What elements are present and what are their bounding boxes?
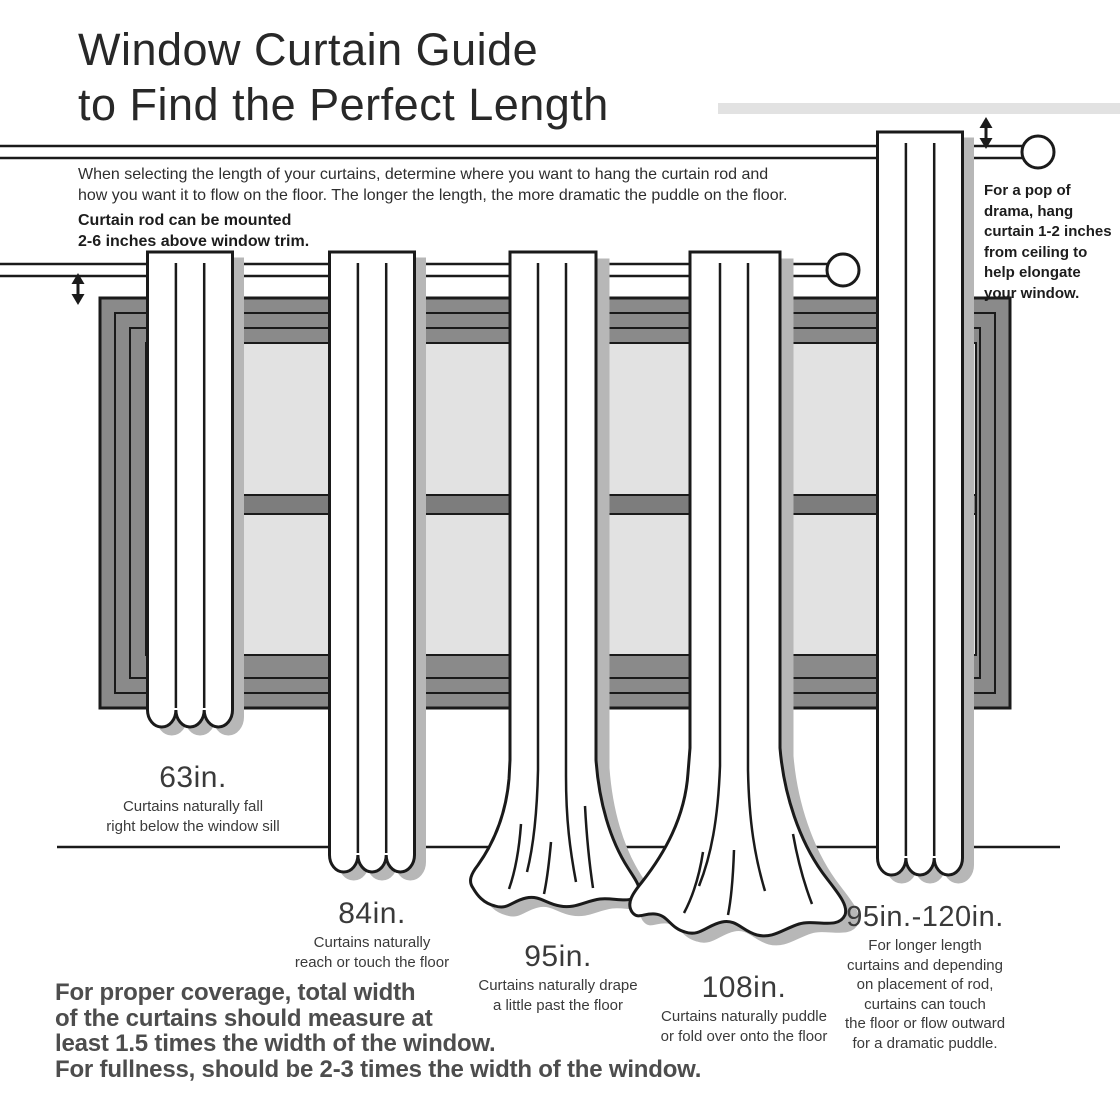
coverage-note [55, 980, 701, 1082]
ceiling-bar [718, 103, 1120, 114]
rod-note-line: Curtain rod can be mounted [78, 212, 292, 229]
intro-line: When selecting the length of your curtains, determine where you want to hang the curtain rod and [78, 166, 769, 183]
intro-line: how you want it to flow on the floor. The longer the length, the more dramatic the puddle on the floor. [78, 187, 788, 204]
ceiling-tip-line: For a pop of [984, 182, 1071, 199]
length-value: 95in. [524, 940, 592, 973]
length-value: 95in.-120in. [846, 901, 1004, 933]
length-desc: Curtains naturally drape a little past the floor [478, 977, 638, 1014]
coverage-line: For proper coverage, total width [55, 979, 416, 1006]
title-line: to Find the Perfect Length [78, 79, 609, 130]
ceiling-tip-line: your window. [984, 284, 1080, 302]
rod-note-line: 2-6 inches above window trim. [78, 233, 310, 250]
length-desc: For longer length curtains and depending on placement of rod, curtains can touch the floor or flow outward for a dramatic puddle. [844, 937, 1006, 1052]
length-value: 108in. [701, 971, 787, 1004]
page-title [78, 22, 609, 132]
curtain-84-graphic [330, 252, 425, 879]
coverage-line: For fullness, should be 2-3 times the width of the window. [55, 1055, 702, 1083]
length-value: 63in. [159, 761, 227, 794]
length-value: 84in. [338, 897, 406, 930]
length-desc: Curtains naturally puddle or fold over onto the floor [660, 1008, 828, 1045]
length-desc: Curtains naturally fall right below the window sill [106, 798, 280, 835]
ceiling-gap-arrow-icon [980, 117, 993, 149]
coverage-line: of the curtains should measure at [55, 1004, 433, 1032]
intro-text [78, 164, 787, 206]
length-desc: Curtains naturally reach or touch the floor [294, 934, 450, 971]
ceiling-tip-line: from ceiling to [984, 243, 1088, 261]
rod-finial-icon [827, 254, 859, 286]
rod-mount-note [78, 210, 309, 252]
ceiling-tip-line: drama, hang [984, 202, 1074, 220]
length-label-63 [63, 762, 323, 837]
title-line: Window Curtain Guide [78, 24, 539, 75]
rod-finial-icon [1022, 136, 1054, 168]
length-label-95-120 [800, 901, 1050, 1053]
curtain-95-120-graphic [878, 132, 973, 882]
ceiling-tip-note [984, 181, 1112, 304]
ceiling-tip-line: curtain 1-2 inches [984, 223, 1112, 240]
curtain-63-graphic [148, 252, 243, 734]
ceiling-tip-line: help elongate [984, 264, 1081, 281]
rod-mount-arrow-icon [72, 273, 85, 305]
coverage-line: least 1.5 times the width of the window. [55, 1030, 496, 1057]
